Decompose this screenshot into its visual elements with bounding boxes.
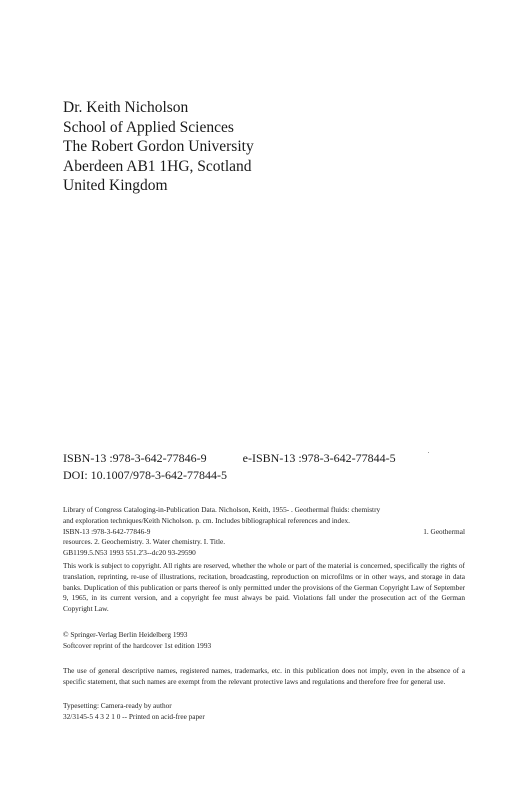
isbn-print: ISBN-13 :978-3-642-77846-9 (63, 451, 207, 465)
author-school: School of Applied Sciences (63, 118, 234, 136)
cip-line-5: GB1199.5.N53 1993 551.2'3--dc20 93-29590 (63, 548, 196, 558)
trademark-notice: The use of general descriptive names, registered names, trademarks, etc. in this publication does not imply, even in the absence of a specific statement, that such names are exempt from the relevant protective laws and regulations and therefore free for general use. (63, 666, 465, 686)
publisher-notice (63, 630, 465, 652)
publisher-copyright: © Springer-Verlag Berlin Heidelberg 1993 (63, 630, 188, 639)
cip-line-4: resources. 2. Geochemistry. 3. Water chemistry. I. Title. (63, 537, 226, 547)
isbn-block (63, 450, 396, 484)
author-name: Dr. Keith Nicholson (63, 99, 189, 116)
typesetting-notice (63, 701, 465, 723)
cip-data (63, 505, 465, 559)
doi: DOI: 10.1007/978-3-642-77844-5 (63, 468, 227, 482)
author-university: The Robert Gordon University (63, 138, 254, 155)
cip-line-2: and exploration techniques/Keith Nicholson. p. cm. Includes bibliographical references and index. (63, 515, 350, 525)
author-country: United Kingdom (63, 177, 168, 194)
cip-line-1: Library of Congress Cataloging-in-Publication Data. Nicholson, Keith, 1955- . Geothermal fluids: chemistry (63, 505, 381, 514)
stray-dot (428, 452, 429, 453)
cip-subject: 1. Geothermal (423, 526, 465, 536)
printing-line: 32/3145-5 4 3 2 1 0 -- Printed on acid-free paper (63, 711, 205, 721)
typesetting-line: Typesetting: Camera-ready by author (63, 701, 172, 710)
isbn-electronic: e-ISBN-13 :978-3-642-77844-5 (242, 451, 396, 465)
reprint-note: Softcover reprint of the hardcover 1st edition 1993 (63, 640, 212, 650)
cip-isbn: ISBN-13 :978-3-642-77846-9 (63, 526, 151, 536)
cip-line-3 (63, 527, 465, 538)
copyright-notice: This work is subject to copyright. All rights are reserved, whether the whole or part of the material is concerned, specifically the rights of translation, reprinting, re-use of illustrations, recitation, broadcasting, reproduction on microfilms or in other ways, and storage in data banks. Duplication of this publication or parts thereof is only permitted under the provisions of the German Copyright Law of September 9, 1965, in its current version, and a copyright fee must always be paid. Violations fall under the prosecution act of the German Copyright Law. (63, 561, 465, 614)
author-address (63, 98, 254, 196)
isbn-row (63, 450, 396, 467)
author-city: Aberdeen AB1 1HG, Scotland (63, 157, 252, 175)
